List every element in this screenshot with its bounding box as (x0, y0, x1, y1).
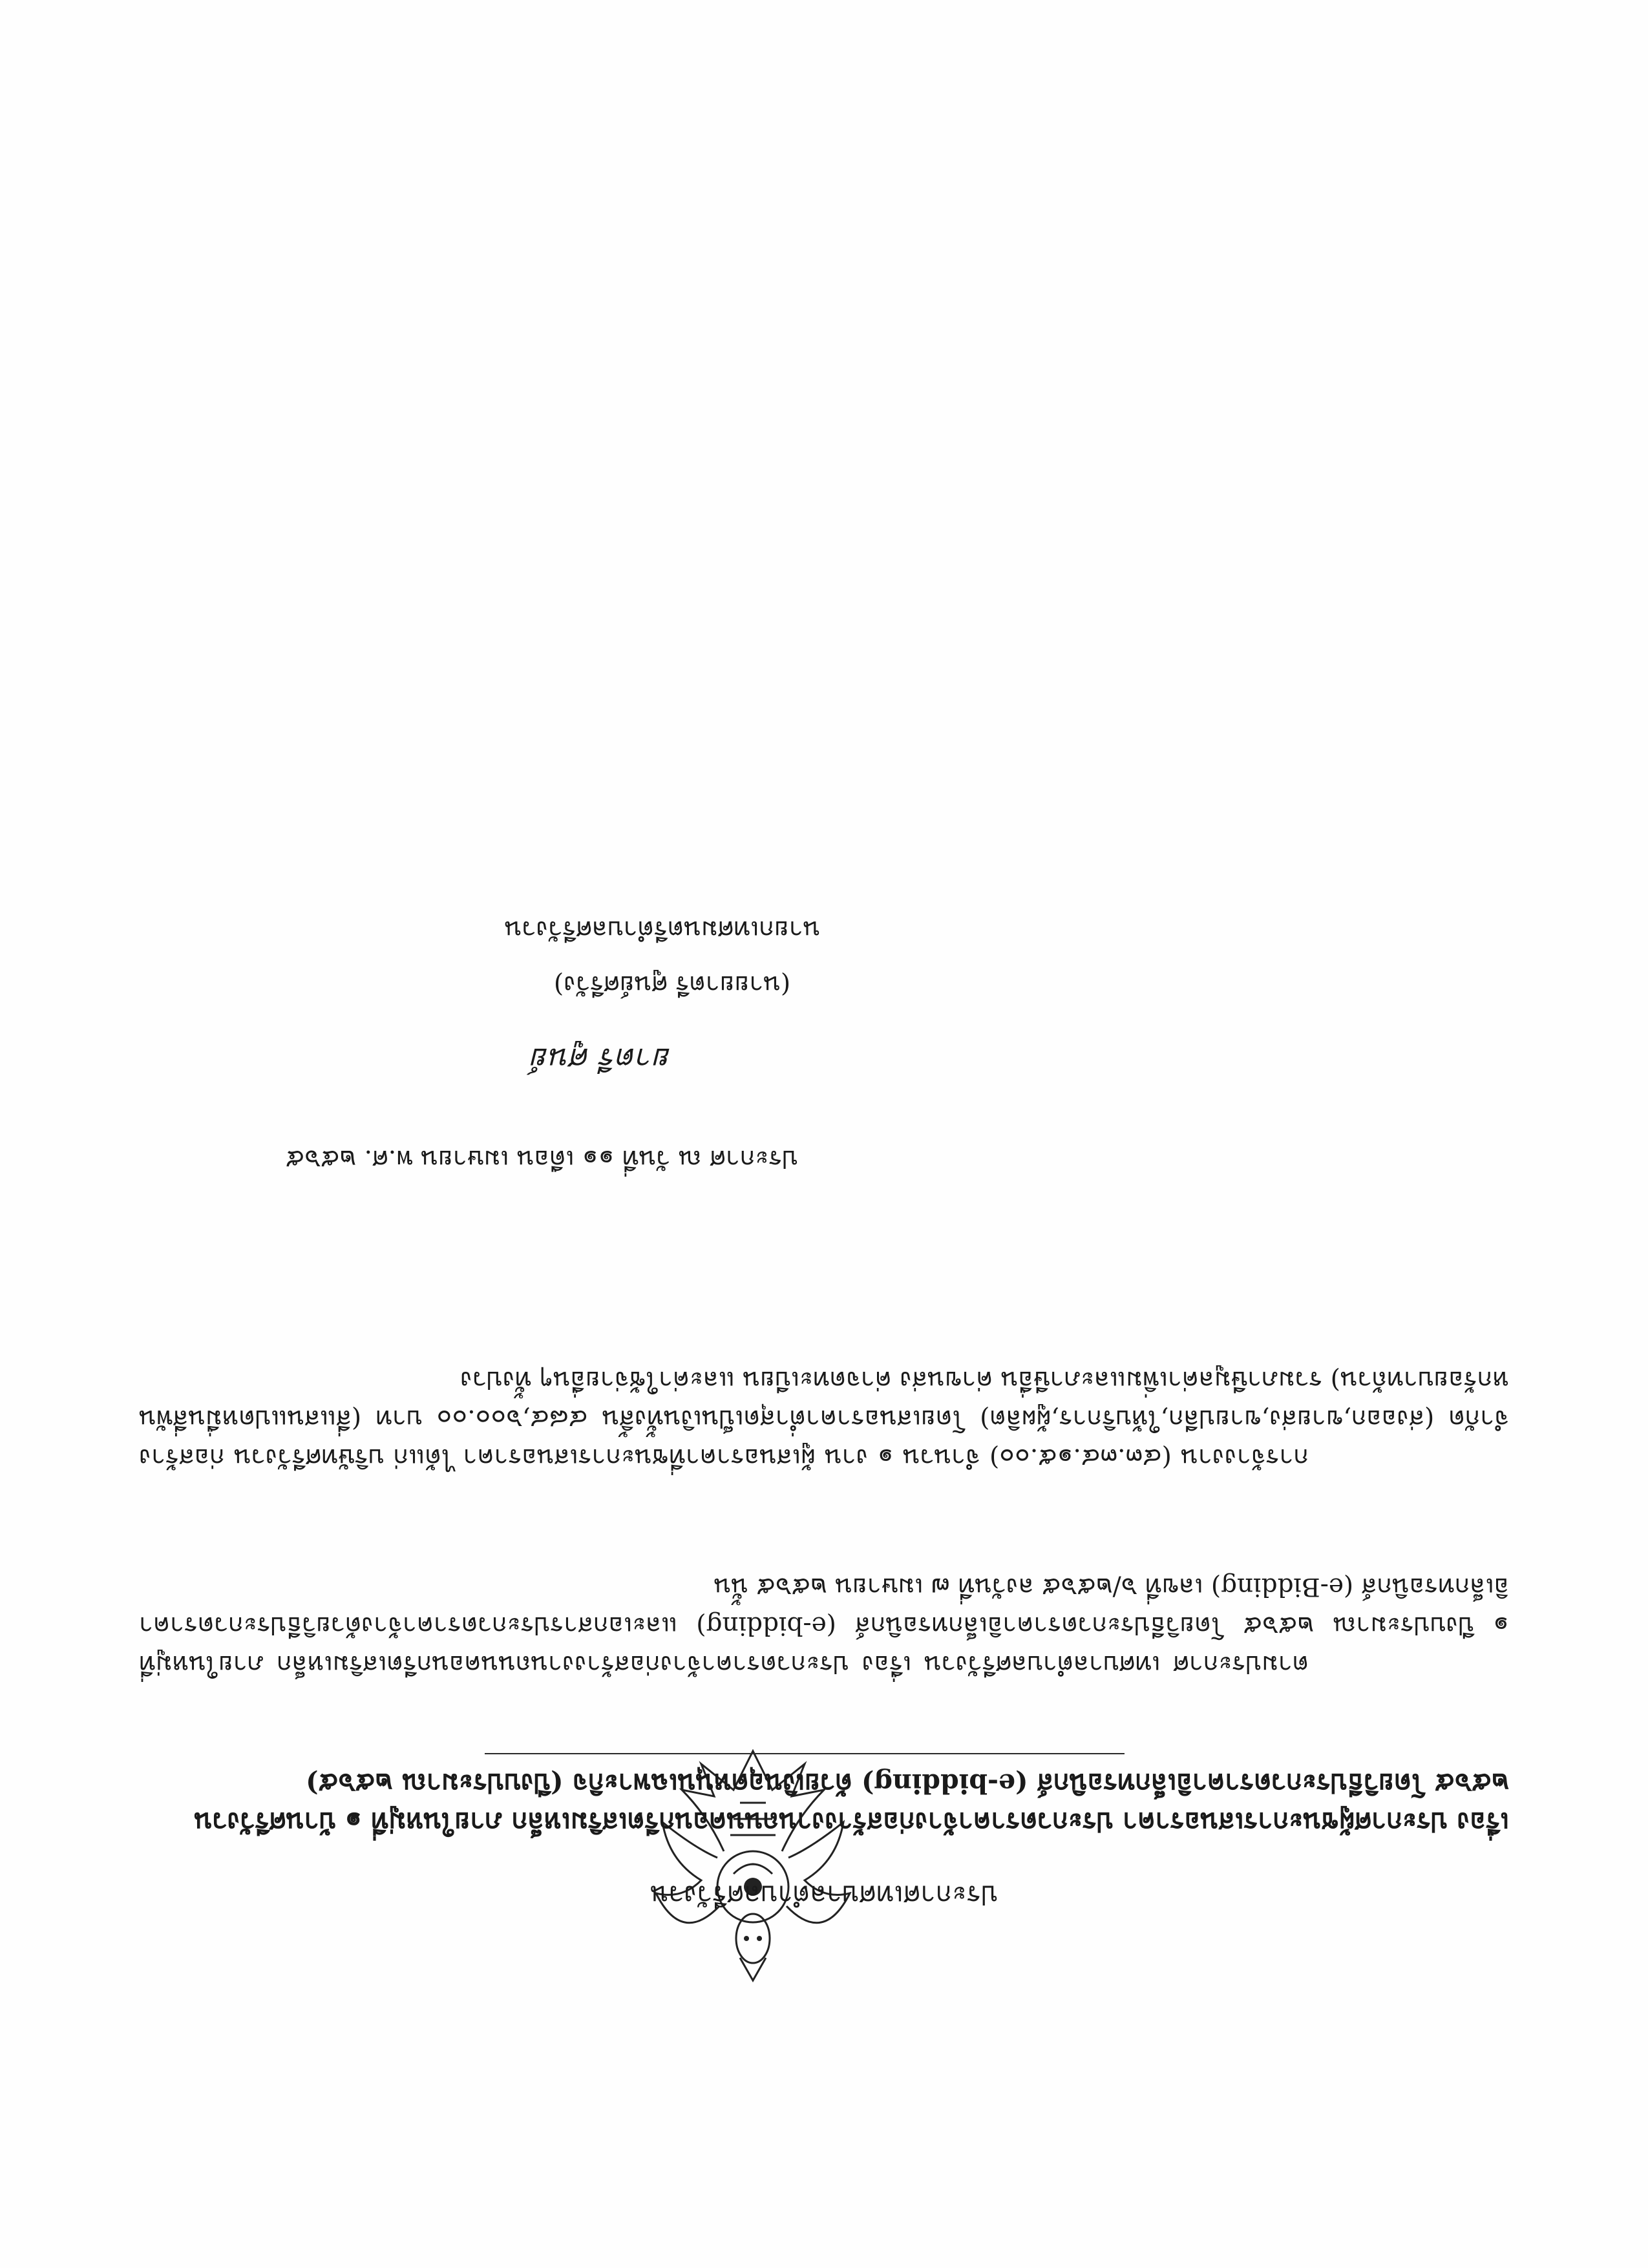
signatory-name: (นายยาตรี ศูนย์ศรีวัง) (553, 970, 791, 999)
body-paragraph-award: การจ้างงาน (๔๓.๓๔.๑๕.๐๐) จำนวน ๑ งาน ผู้เสนอราคาที่ชนะการเสนอราคา ได้แก่ บริษัทศรีวังวน ก่อสร้าง จำกัด (ส่งออก,ขายส่ง,ขายปลีก,ให้บริการ,ผู้ผลิต) โดยเสนอราคาต่ำสุดเป็นเงินทั้งสิ้น ๔๘๔,๖๐๐.๐๐ บาท (สี่แสนแปดหมื่นสี่พันหกร้อยบาทถ้วน) รวมภาษีมูลค่าเพิ่มและภาษีอื่น ค่าขนส่ง ค่าจดทะเบียน และค่าใช้จ่ายอื่นๆ ทั้งปวง (139, 1365, 1509, 1472)
handwritten-signature: ยาตรี ศูนย์ (531, 1042, 672, 1076)
divider-line (485, 1753, 1125, 1754)
document-subject: เรื่อง ประกาศผู้ชนะการเสนอราคา ประกวดราคาจ้างก่อสร้างงานถนนคอนกรีตเสริมเหล็ก ภายในหมู่ที่ ๑ บ้านศรีวังวน ๒๕๖๕ โดยวิธีประกวดราคาอิเล็กทรอนิกส์ (e-bidding) ด้วยเงินอุดหนุนเฉพาะกิจ (ปีงบประมาณ ๒๕๖๕) (194, 1768, 1509, 1838)
body-paragraph-reference: ตามประกาศ เทศบาลตำบลศรีวังวน เรื่อง ประกวดราคาจ้างก่อสร้างงานถนนคอนกรีตเสริมเหล็ก ภายในหมู่ที่ ๑ ปีงบประมาณ ๒๕๖๕ โดยวิธีประกวดราคาอิเล็กทรอนิกส์ (e-bidding) และเอกสารประกวดราคาจ้างด้วยวิธีประกวดราคาอิเล็กทรอนิกส์ (e-Bidding) เลขที่ ๖/๒๕๖๕ ลงวันที่ ๗ เมษายน ๒๕๖๕ นั้น (139, 1572, 1509, 1679)
signatory-position: นายกเทศมนตรีตำบลศรีวังวน (504, 915, 821, 944)
issued-date: ประกาศ ณ วันที่ ๑๑ เดือน เมษายน พ.ศ. ๒๕๖๕ (285, 1144, 798, 1173)
document-title: ประกาศเทศบาลตำบลศรีวังวน (650, 1880, 998, 1911)
